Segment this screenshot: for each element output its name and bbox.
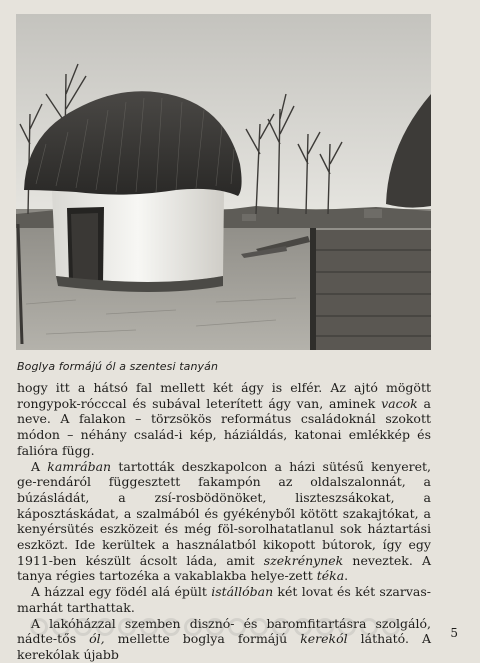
paragraph: A kamrában tartották deszkapolcon a házi sütésű kenyeret, ge-rendáról függesztett fakampón az oldalszalonnát, a búzásládát, a zsí-rosbödönöket, liszteszsákokat, a káposztáskádat, a szalmából és gyékényből kötött szakajtókat, a kenyérsütés eszközeit és még föl-sorolhatatlanul sok háztartási eszközt. Ide kerültek a használatból kikopott bútorok, így egy 1911-ben készült ácsolt láda, amit szekrénynek neveztek. A tanya régies tartozéka a vakablakba helye-zett téka. [17,458,432,584]
italic-term: ól, [89,631,105,647]
italic-term: kamrában [47,458,112,474]
body-text [17,380,431,663]
page-number: 5 [450,626,458,640]
paragraph: hogy itt a hátsó fal mellett két ágy is elfér. Az ajtó mögött rongypok-rócccal és subával leterített ágy van, aminek vacok a neve. A falakon – törzsökös református családoknál szokott módon – néhány család-i kép, háziáldás, katonai emlékkép és falióra függ. [17,380,431,458]
italic-term: istállóban [211,584,274,600]
italic-term: kerekól [300,631,348,647]
paragraph: A házzal egy födél alá épült istállóban két lovat és két szarvas-marhát tarthattak. [17,584,431,615]
figure-caption: Boglya formájú ól a szentesi tanyán [17,360,219,373]
italic-term: szekrénynek [263,552,344,568]
paragraph: A lakóházzal szemben disznó- és baromfitartásra szolgáló, nádte-tős ól, mellette boglya formájú kerekól látható. A kerekólak újabb [17,615,431,662]
italic-term: vacok [381,395,418,411]
italic-term: téka [316,568,345,584]
photo-thatched-pigsty [16,14,431,350]
photo-illustration [16,14,431,350]
